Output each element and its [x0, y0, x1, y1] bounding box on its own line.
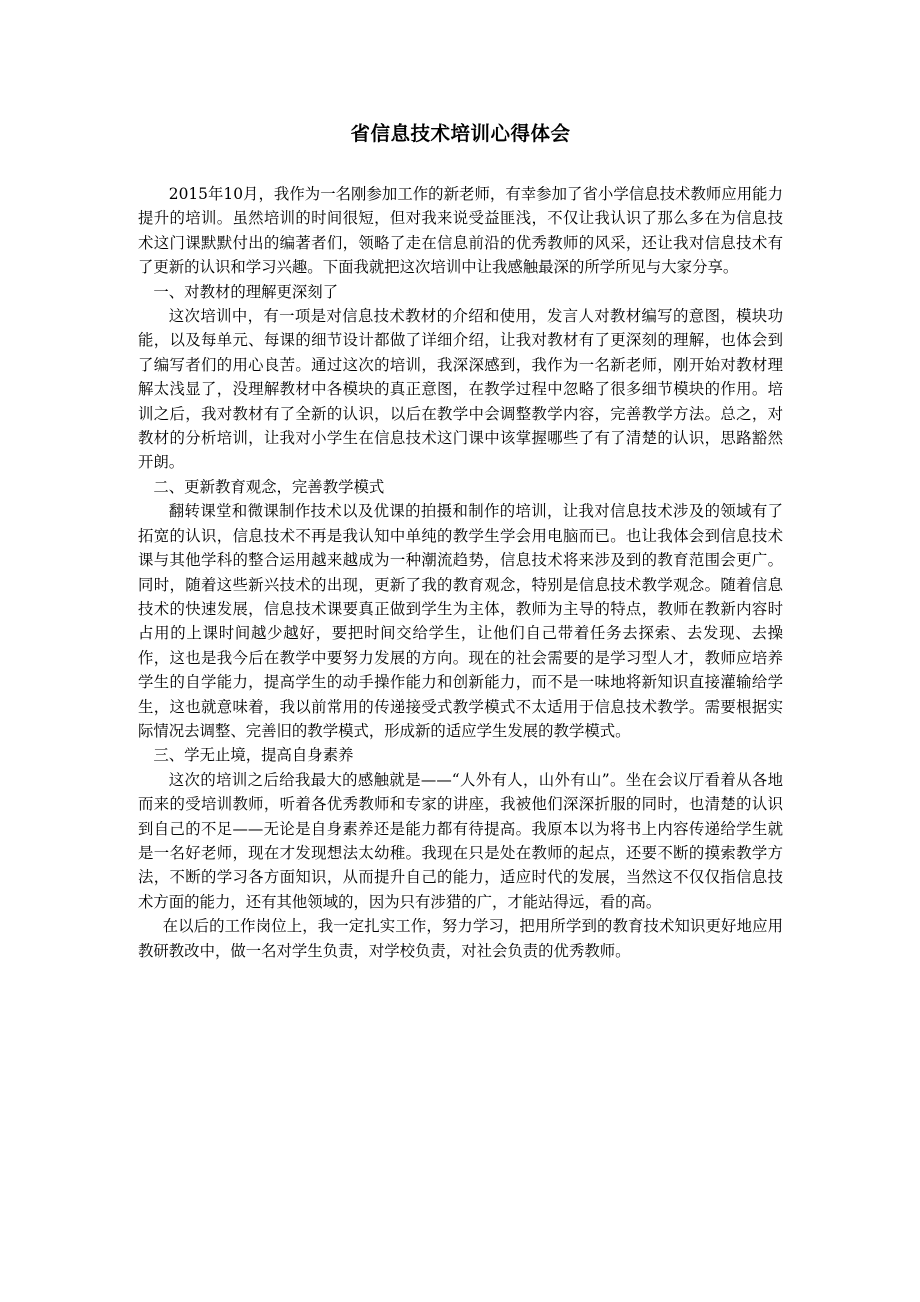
section-heading-2: 二、更新教育观念，完善教学模式 — [153, 477, 385, 496]
section-body-3: 这次的培训之后给我最大的感触就是——“人外有人，山外有山”。坐在会议厅看着从各地而来的受培训教师，听着各优秀教师和专家的讲座，我被他们深深折服的同时，也清楚的认识到自己的不足——无论是自身素养还是能力都有待提高。我原本以为将书上内容传递给学生就是一名好老师，现在才发现想法太幼稚。我现在只是处在教师的起点，还要不断的摸索教学方法，不断的学习各方面知识，从而提升自己的能力，适应时代的发展，当然这不仅仅指信息技术方面的能力，还有其他领域的，因为只有涉猎的广，才能站得远，看的高。 — [138, 770, 783, 911]
closing-paragraph: 在以后的工作岗位上，我一定扎实工作，努力学习，把用所学到的教育技术知识更好地应用教研教改中，做一名对学生负责，对学校负责，对社会负责的优秀教师。 — [138, 917, 783, 960]
intro-paragraph: 2015年10月，我作为一名刚参加工作的新老师，有幸参加了省小学信息技术教师应用能力提升的培训。虽然培训的时间很短，但对我来说受益匪浅，不仅让我认识了那么多在为信息技术这门课默默付出的编著者们，领略了走在信息前沿的优秀教师的风采，还让我对信息技术有了更新的认识和学习兴趣。下面我就把这次培训中让我感触最深的所学所见与大家分享。 — [138, 185, 783, 277]
section-body-1: 这次培训中，有一项是对信息技术教材的介绍和使用，发言人对教材编写的意图，模块功能，以及每单元、每课的细节设计都做了详细介绍，让我对教材有了更深刻的理解，也体会到了编写者们的用心良苦。通过这次的培训，我深深感到，我作为一名新老师，刚开始对教材理解太浅显了，没理解教材中各模块的真正意图，在教学过程中忽略了很多细节模块的作用。培训之后，我对教材有了全新的认识，以后在教学中会调整教学内容，完善教学方法。总之，对教材的分析培训，让我对小学生在信息技术这门课中该掌握哪些了有了清楚的认识，思路豁然开朗。 — [138, 307, 783, 472]
document-page — [138, 118, 783, 963]
section-heading-3: 三、学无止境，提高自身素养 — [153, 746, 354, 765]
section-heading-1: 一、对教材的理解更深刻了 — [153, 282, 339, 301]
document-title: 省信息技术培训心得体会 — [350, 122, 571, 145]
section-body-2: 翻转课堂和微课制作技术以及优课的拍摄和制作的培训，让我对信息技术涉及的领域有了拓宽的认识，信息技术不再是我认知中单纯的教学生学会用电脑而已。也让我体会到信息技术课与其他学科的整合运用越来越成为一种潮流趋势，信息技术将来涉及到的教育范围会更广。同时，随着这些新兴技术的出现，更新了我的教育观念，特别是信息技术教学观念。随着信息技术的快速发展，信息技术课要真正做到学生为主体，教师为主导的特点，教师在教新内容时占用的上课时间越少越好，要把时间交给学生，让他们自己带着任务去探索、去发现、去操作，这也是我今后在教学中要努力发展的方向。现在的社会需要的是学习型人才，教师应培养学生的自学能力，提高学生的动手操作能力和创新能力，而不是一味地将新知识直接灌输给学生，这也就意味着，我以前常用的传递接受式教学模式不太适用于信息技术教学。需要根据实际情况去调整、完善旧的教学模式，形成新的适应学生发展的教学模式。 — [138, 502, 783, 740]
